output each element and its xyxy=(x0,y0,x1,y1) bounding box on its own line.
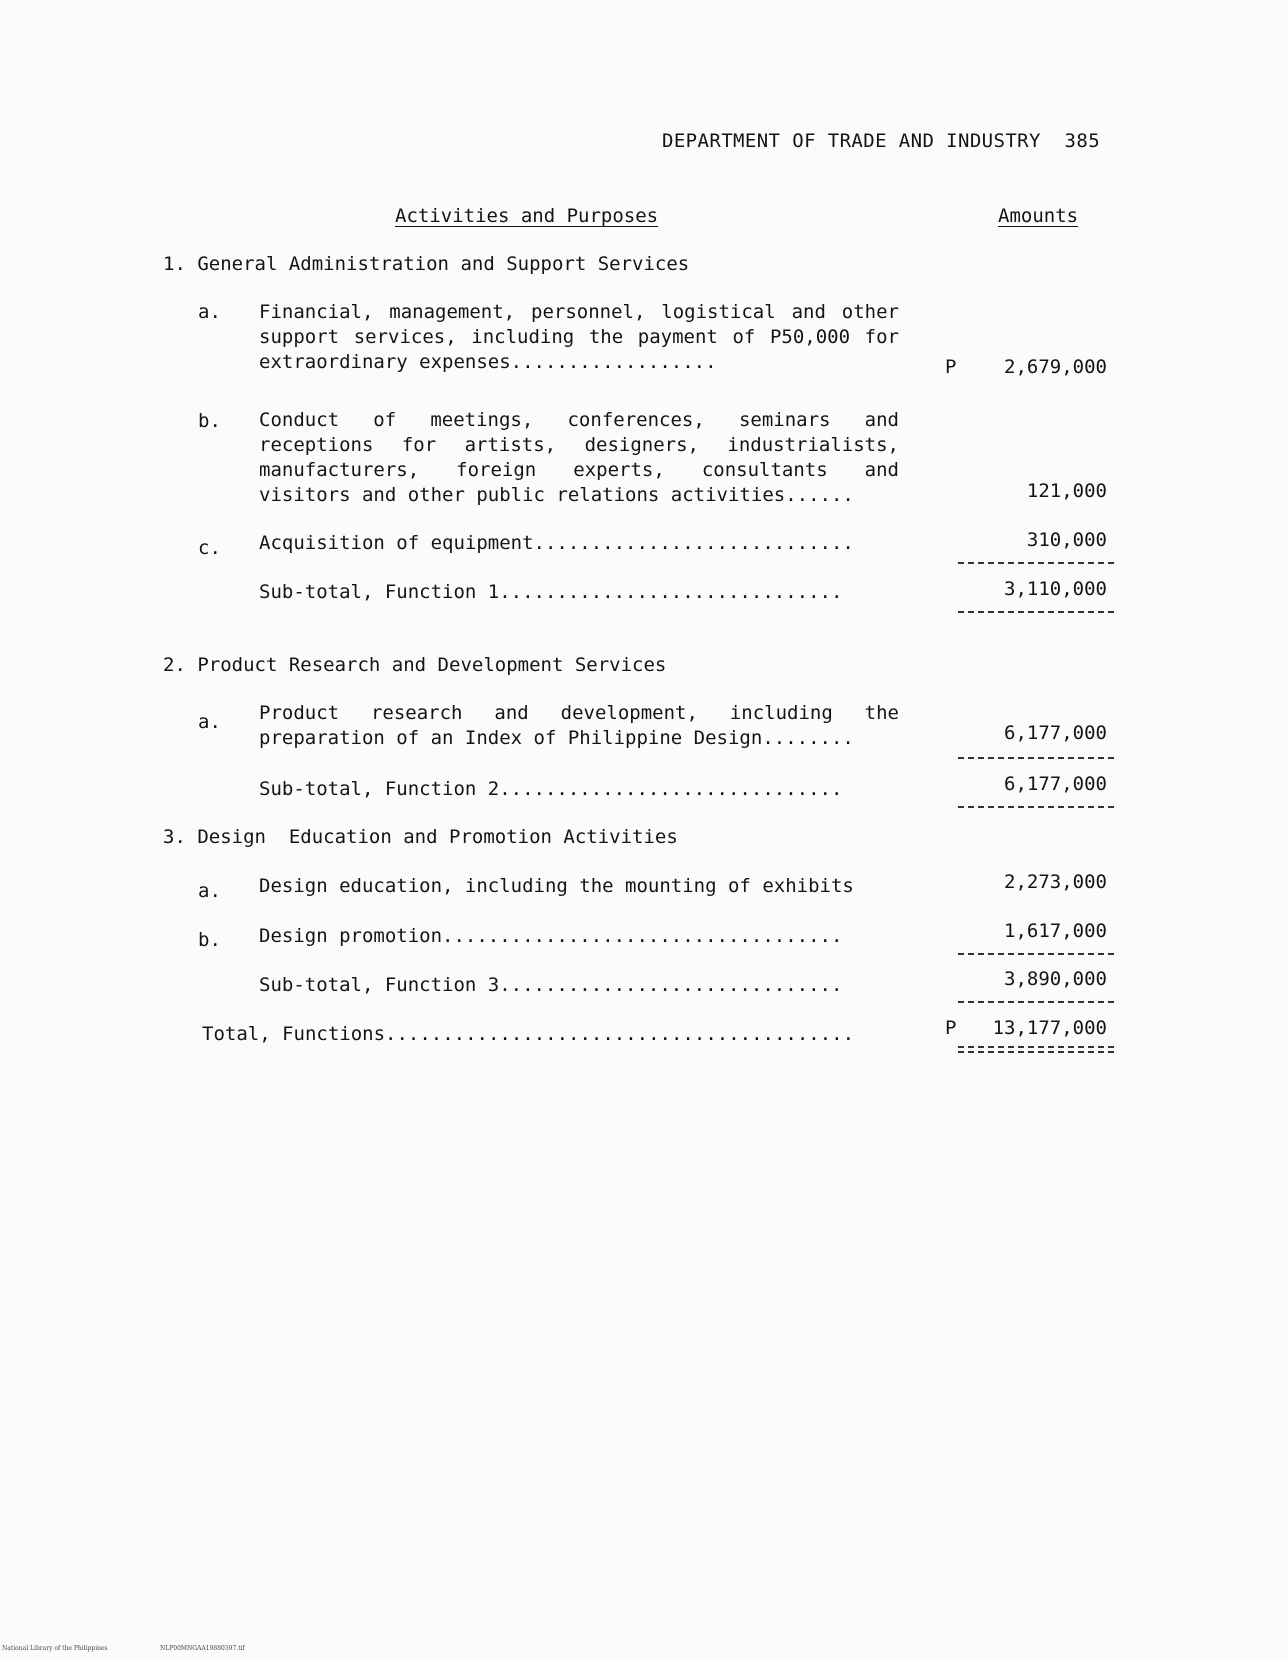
item-letter: c. xyxy=(198,537,221,559)
column-heading-amounts: Amounts xyxy=(998,205,1079,227)
subtotal-rule xyxy=(958,806,1114,808)
total-amount: 13,177,000 xyxy=(992,1017,1107,1039)
item-letter: b. xyxy=(198,929,221,951)
section-title: General Administration and Support Services xyxy=(197,253,690,275)
currency-symbol: P xyxy=(945,356,957,378)
file-name: NLP00MNGAA19880397.tif xyxy=(160,1645,245,1652)
item-amount: 310,000 xyxy=(1026,529,1107,551)
subtotal-rule xyxy=(958,562,1114,564)
section-title: Product Research and Development Services xyxy=(197,654,667,676)
section-number: 1. xyxy=(163,253,186,275)
item-letter: a. xyxy=(198,880,221,902)
item-amount: 121,000 xyxy=(1026,480,1107,502)
section-title: Design Education and Promotion Activities xyxy=(197,826,678,848)
item-description: Conduct of meetings, conferences, seminars and receptions for artists, designers, industrialists, manufacturers, foreign experts, consultants and visitors and other public relations activities...... xyxy=(259,409,899,506)
subtotal-rule xyxy=(958,1001,1114,1003)
item-amount: 6,177,000 xyxy=(1004,722,1107,744)
total-label: Total, Functions......................................... xyxy=(202,1023,855,1045)
subtotal-rule xyxy=(958,611,1114,613)
subtotal-label: Sub-total, Function 1.............................. xyxy=(259,581,843,603)
running-header xyxy=(662,130,1100,152)
section-2-heading xyxy=(163,654,666,676)
item-description: Financial, management, personnel, logistical and other support services, including the payment of P50,000 for extraordinary expenses.................. xyxy=(259,301,899,373)
section-1-heading xyxy=(163,253,689,275)
subtotal-label: Sub-total, Function 2.............................. xyxy=(259,778,843,800)
item-amount: 1,617,000 xyxy=(1004,920,1107,942)
item-letter: a. xyxy=(198,711,221,733)
column-heading-activities: Activities and Purposes xyxy=(395,205,659,227)
item-amount: 2,679,000 xyxy=(1004,356,1107,378)
currency-symbol: P xyxy=(945,1017,957,1039)
subtotal-label: Sub-total, Function 3.............................. xyxy=(259,974,843,996)
item-letter: b. xyxy=(198,410,221,432)
section-number: 2. xyxy=(163,654,186,676)
item-description: Design promotion................................... xyxy=(259,925,843,947)
subtotal-amount: 6,177,000 xyxy=(1004,773,1107,795)
item-description: Product research and development, including the preparation of an Index of Philippine Design........ xyxy=(259,702,899,749)
section-3-heading xyxy=(163,826,678,848)
section-number: 3. xyxy=(163,826,186,848)
library-credit: National Library of the Philippines xyxy=(2,1645,108,1652)
item-description: Design education, including the mounting of exhibits xyxy=(259,875,854,897)
item-amount: 2,273,000 xyxy=(1004,871,1107,893)
page-number: 385 xyxy=(1064,130,1101,152)
item-description: Acquisition of equipment............................ xyxy=(259,532,854,554)
department-name: DEPARTMENT OF TRADE AND INDUSTRY xyxy=(662,130,1041,152)
subtotal-rule xyxy=(958,757,1114,759)
item-letter: a. xyxy=(198,301,221,323)
subtotal-rule xyxy=(958,953,1114,955)
subtotal-amount: 3,110,000 xyxy=(1004,578,1107,600)
total-double-rule xyxy=(958,1046,1114,1053)
subtotal-amount: 3,890,000 xyxy=(1004,968,1107,990)
